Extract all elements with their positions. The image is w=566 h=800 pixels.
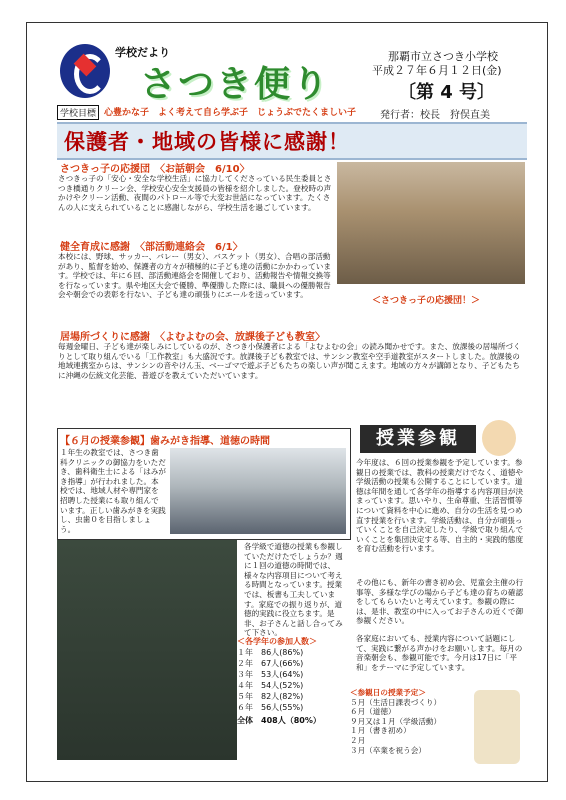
schedule-box (350, 688, 468, 768)
stats-row (237, 658, 347, 669)
schedule-item: ５月（生活日課表づくり） (350, 697, 442, 707)
stats-grade: ６年 (237, 703, 253, 712)
stats-row (237, 647, 347, 658)
section1-heading: さつきっ子の応援団 〈お話朝会 6/10〉 (60, 164, 250, 175)
stats-row (237, 680, 347, 691)
attendance-stats (237, 636, 347, 726)
stats-count: 54人 (261, 681, 280, 690)
stats-count: 56人 (261, 703, 280, 712)
stats-pct: (66%) (279, 659, 304, 668)
school-name: 那覇市立さつき小学校 (388, 50, 498, 63)
stats-title: ＜各学年の参加人数＞ (237, 637, 317, 646)
section3-body: 毎週金曜日、子ども達が楽しみにしているのが、さつき小保護者による「よむよむの会」の読み聞かせです。また、放課後の居場所づくりとして取り組んでいる「工作教室」も大盛況です。放課後子ども教室では、サンシン教室や空手道教室がスタートしました。放課後の地域連携室からは、サンシンの音やけん玉、ベーゴマで遊ぶ子どもたちの楽しい声が聞こえます。地域の方々が講師となり、子どもたちに沖縄の伝統文化芸能、普遊びを教えていただいています。 (58, 342, 521, 380)
newsletter-kind: 学校だより (115, 46, 170, 59)
section4-heading: 【６月の授業参観】歯みがき指導、道徳の時間 (60, 436, 270, 447)
section4-body2: 各学級で道徳の授業も参観していただけたでしょうか？週に１回の道徳の時間では、様々な内容項目について考える時間となっています。授業では、板書も工夫しています。家庭での振り返りが、道徳的実践に役立ちます。是非、お子さんと話し合ってみて下さい。 (244, 542, 343, 638)
students-illustration-icon (474, 690, 520, 764)
stats-pct: (64%) (279, 670, 304, 679)
blackboard-photo (57, 540, 237, 760)
teacher-illustration-icon (482, 420, 516, 456)
issue-number: 〔第 4 号〕 (398, 82, 496, 103)
stats-count: 67人 (261, 659, 280, 668)
stats-total: 全体 408人（80%） (237, 716, 321, 725)
stats-count: 86人 (261, 648, 280, 657)
stats-grade: ４年 (237, 681, 253, 690)
section4-body: １年生の教室では、さつき歯科クリニックの御協力をいただき、歯科衛生士による「はみがき指導」が行われました。本校では、地域人材や専門家を招聘した授業にも取り組んでいます。正しい歯みがきを実践し、虫歯０を目指しましょう。 (60, 448, 167, 534)
section5-body3: 各家庭においても、授業内容について話題にして、実践に繋がる声かけをお願いします。毎月の音楽朝会も、参観可能です。今月は17日に「平和」をテーマに予定しています。 (356, 634, 523, 672)
schedule-item: ２月 (350, 735, 366, 745)
stats-row (237, 702, 347, 713)
schedule-item: ９月又は１月（学級活動） (350, 716, 442, 726)
stats-grade: １年 (237, 648, 253, 657)
schedule-item: ６月（道徳） (350, 707, 396, 717)
stats-pct: (52%) (279, 681, 304, 690)
section3-heading: 居場所づくりに感謝 〈よむよむの会、放課後子ども教室〉 (60, 332, 325, 343)
schedule-item: １月（書き初め） (350, 726, 411, 736)
section1-body: さつきっ子の「安心・安全な学校生活」に協力してくださっている民生委員とさつき橋通りクリーン会、学校安心安全支援員の皆様を紹介しました。登校時の声かけやクリーン活動、夜間のパトロール等で大変お世話になっています。たくさんの人に支えられていることに感謝しながら、学校生活を過ごしています。 (58, 174, 332, 212)
stats-grade: ３年 (237, 670, 253, 679)
section5-body: 今年度は、６回の授業参観を予定しています。参観日の授業では、教科の授業だけでなく、道徳や学級活動の授業も公開することにしています。道徳は年間を通して各学年の指導する内容項目が決まっています。思いやり、生命尊重、生活習慣等について資料を中心に進め、自分の生活を見つめ直す授業を行います。学級活動は、自分が頑張っていくことを自己決定したり、学級で取り組んでいくことを集団決定する等、自主的・実践的態度を育む活動を行います。 (356, 458, 524, 554)
section5-heading: 授業参観 (360, 425, 476, 453)
toothbrush-class-photo (170, 448, 346, 534)
stats-count: 82人 (261, 692, 280, 701)
stats-count: 53人 (261, 670, 280, 679)
stats-row (237, 691, 347, 702)
stats-pct: (86%) (279, 648, 304, 657)
issue-date: 平成２７年６月１２日(金) (372, 64, 502, 77)
section2-heading: 健全育成に感謝 〈部活動連絡会 6/1〉 (60, 242, 243, 253)
stats-pct: (55%) (279, 703, 304, 712)
photo-caption: ＜さつきっ子の応援団！＞ (372, 296, 481, 306)
stats-row (237, 669, 347, 680)
publisher: 発行者：校長 狩俣直美 (380, 110, 490, 121)
stats-grade: ２年 (237, 659, 253, 668)
stats-pct: (82%) (279, 692, 304, 701)
supporters-photo (337, 162, 525, 284)
stats-grade: ５年 (237, 692, 253, 701)
section5-body2: その他にも、新年の書き初め会、児童会主催の行事等、多様な学びの場から子ども達の育ちの確認をしてもらいたいと考えています。参観の際には、是非、教室の中に入ってお子さんの近くで御参観ください。 (356, 578, 524, 626)
section2-body: 本校には、野球、サッカー、バレー（男女）、バスケット（男女）、合唱の部活動があり、監督を始め、保護者の方々が積極的に子ども達の活動にかかわっています。学校では、年に６回、部活動連絡会を開催しており、活動報告や情報交換等を行なっています。県や地区大会で優勝、準優勝した際には、職員への優勝報告会や朝会での表彰を行ない、子ども達の頑張りにエールを送っています。 (58, 252, 331, 300)
newsletter-title: さつき便り (140, 63, 331, 105)
school-goal-text: 心豊かな子 よく考えて自ら学ぶ子 じょうぶでたくましい子 (104, 108, 357, 118)
banner-title: 保護者・地域の皆様に感謝！ (64, 130, 350, 154)
schedule-title: ＜参観日の授業予定＞ (350, 688, 426, 697)
school-goal-tag: 学校目標 (57, 105, 99, 120)
schedule-item: ３月（卒業を祝う会） (350, 745, 426, 755)
